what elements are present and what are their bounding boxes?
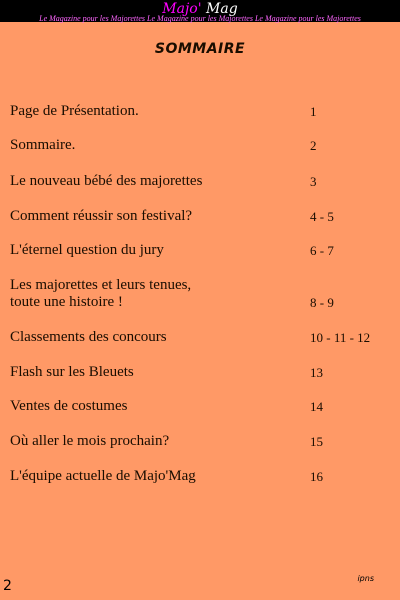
toc-entry-label: Le nouveau bébé des majorettes [10,173,203,189]
toc-entry-label: L'éternel question du jury [10,242,164,258]
footer-mark: ipns [357,574,374,583]
toc-entry-page: 6 - 7 [310,243,334,258]
page-number: 2 [3,578,12,594]
toc-entry-page: 4 - 5 [310,209,334,224]
toc-entry-page: 2 [310,138,317,153]
toc-entry-page: 13 [310,365,323,380]
toc-entry-label: Sommaire. [10,137,76,153]
toc-entry-page: 1 [310,104,317,119]
masthead-tagline: Le Magazine pour les Majorettes Le Magazine pour les Majorettes Le Magazine pour les Majorettes [39,14,361,23]
toc-entry-label: Les majorettes et leurs tenues, toute une histoire ! [10,277,192,310]
toc-entry-label: Comment réussir son festival? [10,208,193,224]
toc-entry-label: Classements des concours [10,329,167,345]
toc-entry-label: Ventes de costumes [10,398,128,414]
brand-part1: Majo' [162,1,202,17]
toc-entry-page: 15 [310,434,323,449]
toc-entry-label: Page de Présentation. [10,103,139,119]
toc-entry-page: 10 - 11 - 12 [310,330,371,345]
toc-entry-label: Flash sur les Bleuets [10,364,134,380]
toc-entry-label: Où aller le mois prochain? [10,433,170,449]
toc-entry-page: 16 [310,469,323,484]
brand-part2: Mag [206,1,238,17]
toc-entry-page: 14 [310,399,323,414]
page-title: SOMMAIRE [154,41,246,57]
toc-entry-page: 8 - 9 [310,295,334,310]
toc-entry-label: L'équipe actuelle de Majo'Mag [10,468,196,484]
toc-entry-page: 3 [310,174,317,189]
masthead [0,0,400,22]
